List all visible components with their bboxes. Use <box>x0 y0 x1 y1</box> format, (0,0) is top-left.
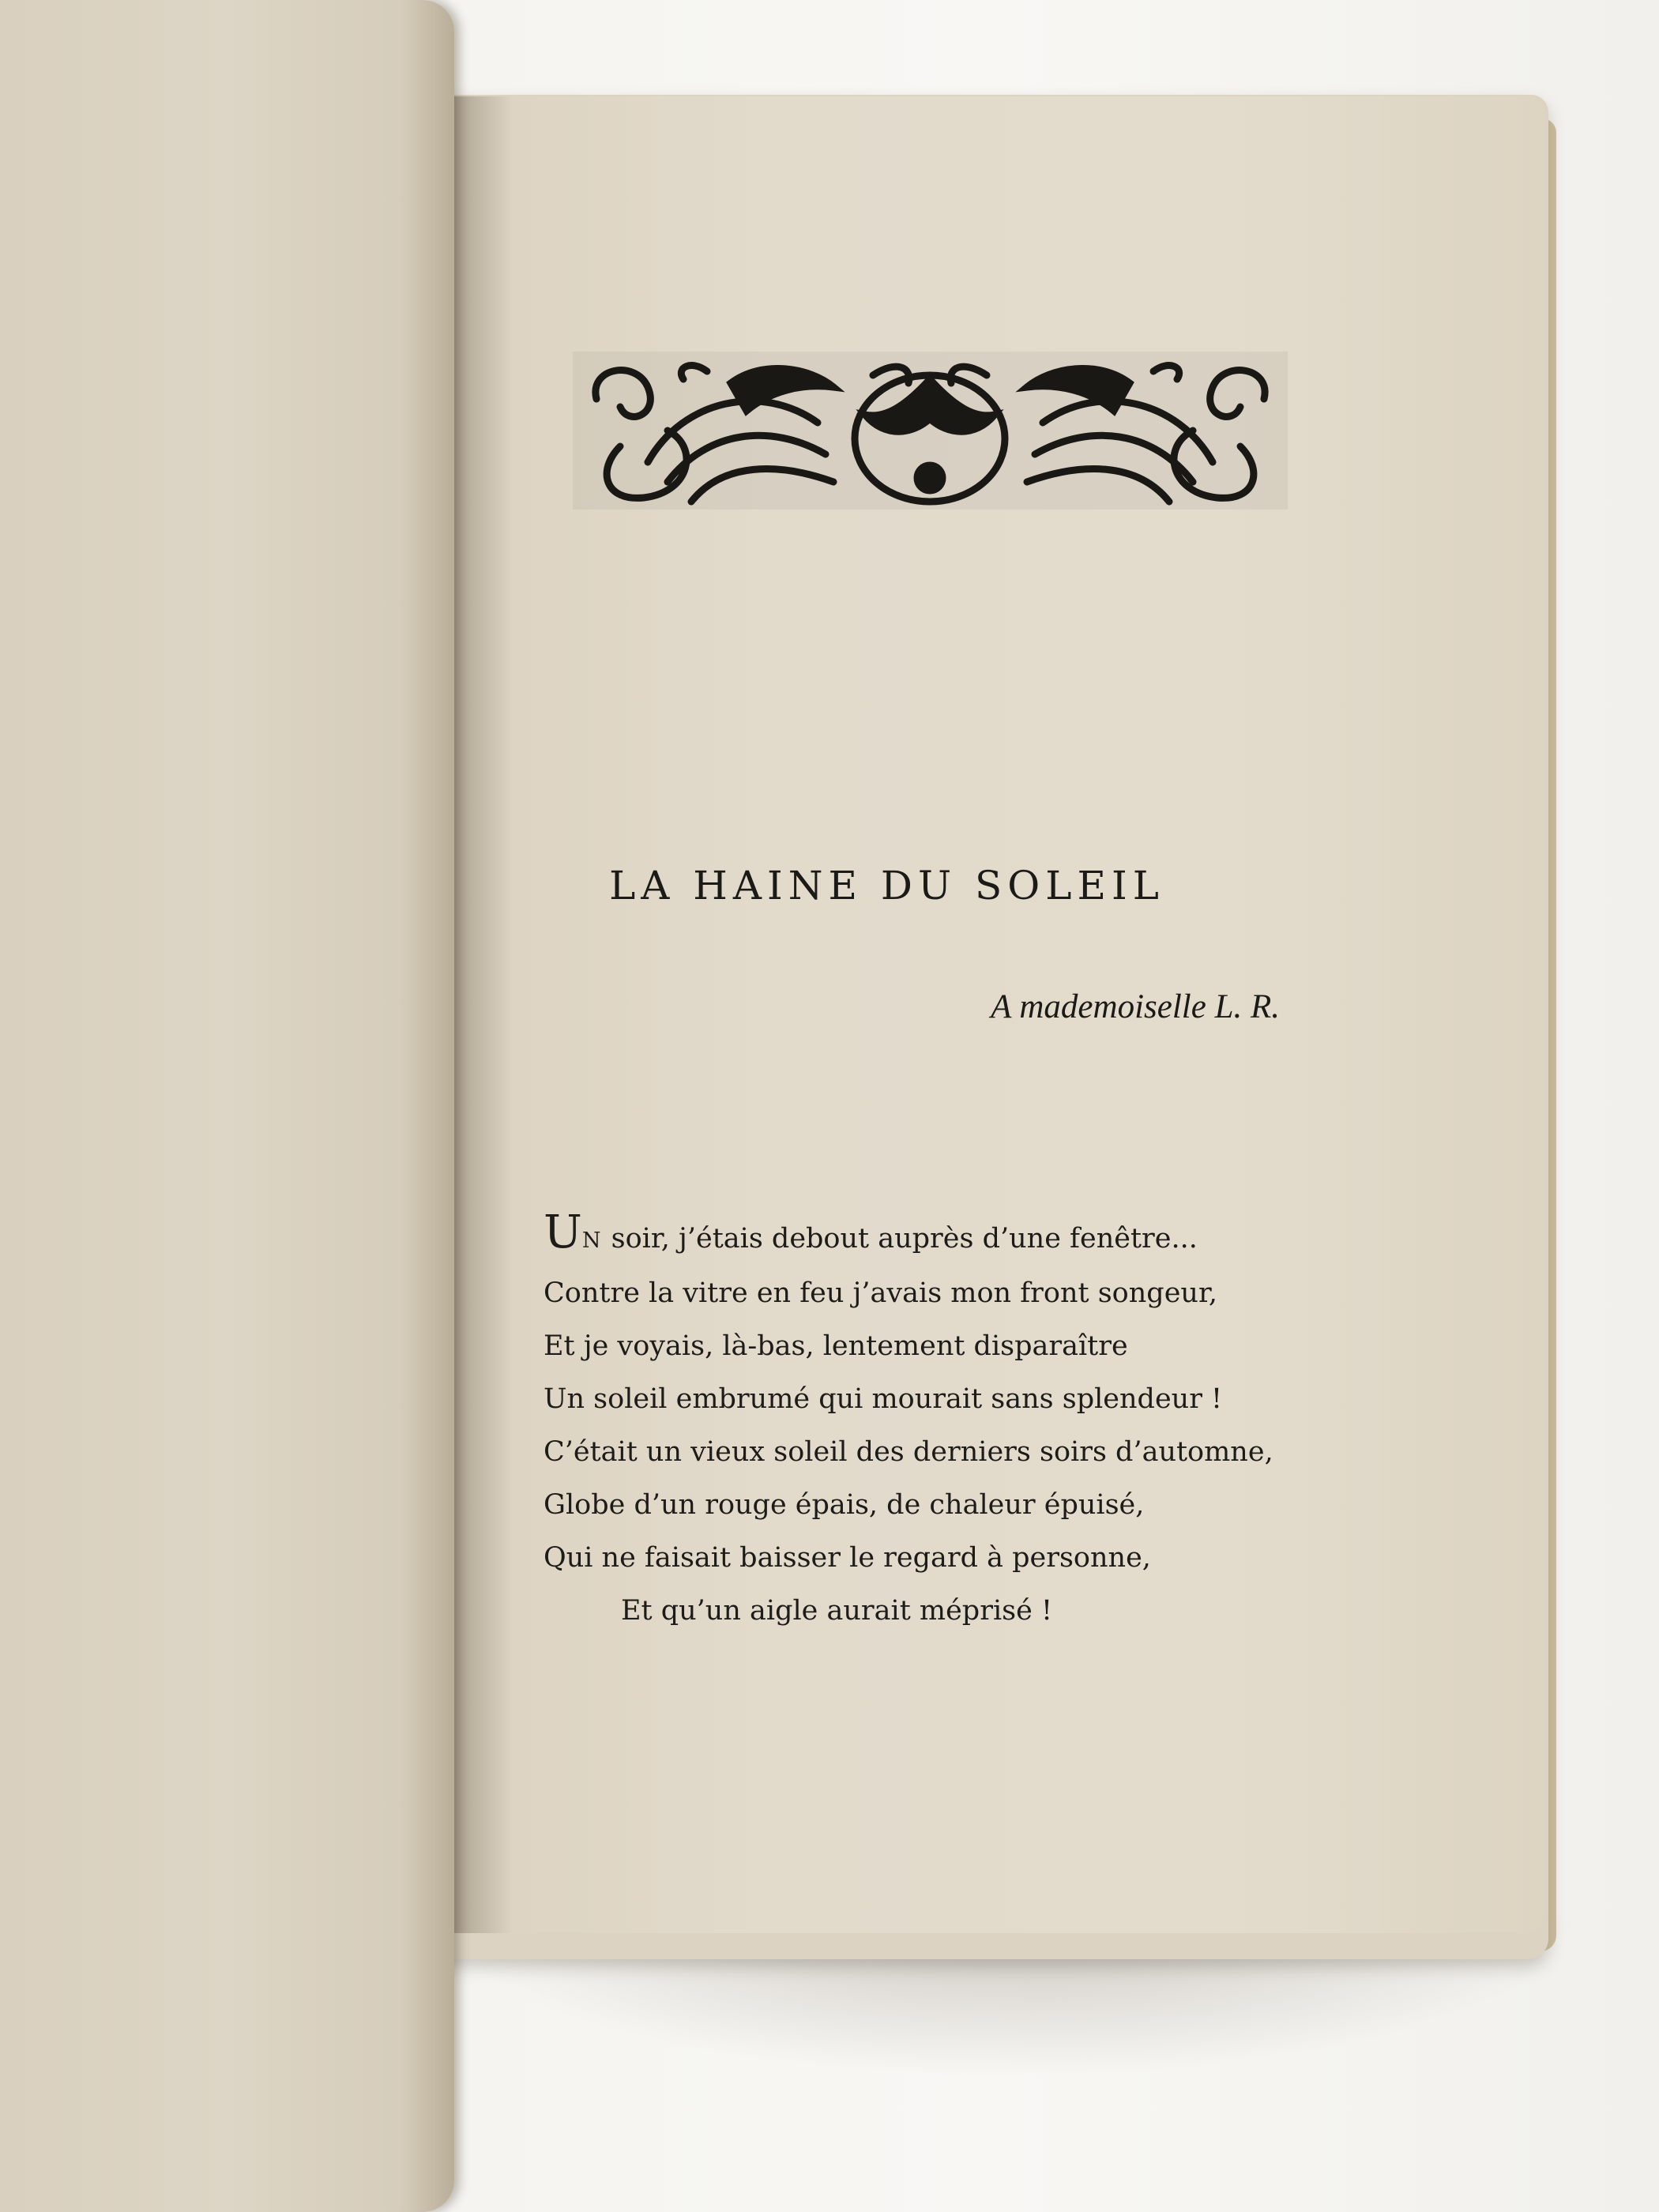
poem-line: Un soleil embrumé qui mourait sans splendeur ! <box>544 1383 1223 1415</box>
poem-line: Globe d’un rouge épais, de chaleur épuisé, <box>544 1489 1145 1521</box>
floral-headpiece-icon <box>573 352 1288 510</box>
poem-stanza <box>544 1205 1452 1638</box>
dedication: A mademoiselle L. R. <box>991 988 1280 1025</box>
poem-line <box>544 1205 1452 1267</box>
poem-line: Qui ne faisait baisser le regard à personne, <box>544 1542 1151 1574</box>
poem-line-text: soir, j’étais debout auprès d’une fenêtre... <box>602 1223 1198 1255</box>
poem-title: LA HAINE DU SOLEIL <box>609 863 1164 908</box>
poem-line: Et je voyais, là-bas, lentement disparaître <box>544 1330 1128 1362</box>
left-page <box>0 0 454 2212</box>
poem-line: Contre la vitre en feu j’avais mon front songeur, <box>544 1277 1217 1309</box>
poem-line: C’était un vieux soleil des derniers soirs d’automne, <box>544 1436 1273 1468</box>
drop-cap: U <box>544 1205 582 1258</box>
small-caps: N <box>581 1228 603 1253</box>
poem-line: Et qu’un aigle aurait méprisé ! <box>621 1595 1053 1627</box>
